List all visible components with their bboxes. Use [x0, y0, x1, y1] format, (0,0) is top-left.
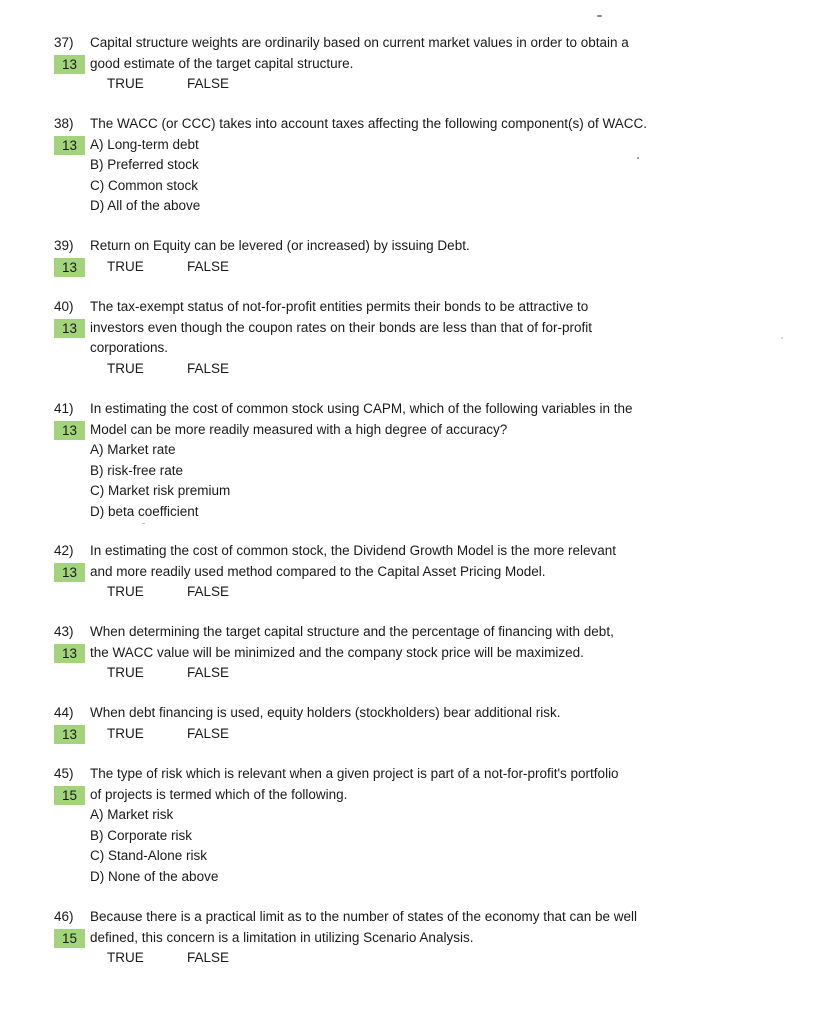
answer-option-d[interactable]: D) beta coefficient — [90, 503, 199, 519]
question-number: 45) — [54, 766, 74, 781]
true-option[interactable]: TRUE — [107, 665, 144, 680]
chapter-tag: 13 — [54, 258, 85, 277]
question-text: of projects is termed which of the following. — [90, 786, 348, 802]
question-text: The type of risk which is relevant when a given project is part of a not-for-profit's portfolio — [90, 766, 619, 781]
question-44 — [54, 703, 694, 744]
question-text: Because there is a practical limit as to the number of states of the economy that can be well — [90, 909, 638, 924]
question-text: In estimating the cost of common stock, the Dividend Growth Model is the more relevant — [90, 543, 616, 558]
answer-option-c[interactable]: C) Market risk premium — [90, 483, 231, 498]
question-text: In estimating the cost of common stock using CAPM, which of the following variables in the — [90, 401, 633, 416]
question-text: Model can be more readily measured with a high degree of accuracy? — [90, 421, 508, 437]
answer-option-b[interactable]: B) risk-free rate — [90, 462, 184, 478]
true-option[interactable]: TRUE — [107, 258, 144, 274]
question-38 — [54, 114, 694, 217]
question-text: Return on Equity can be levered (or increased) by issuing Debt. — [90, 238, 470, 253]
question-text: investors even though the coupon rates on their bonds are less than that of for-profit — [90, 319, 593, 335]
false-option[interactable]: FALSE — [187, 584, 230, 599]
question-text: good estimate of the target capital structure. — [90, 55, 354, 71]
question-number: 44) — [54, 705, 74, 720]
chapter-tag: 13 — [54, 55, 85, 74]
question-40 — [54, 297, 694, 379]
false-option[interactable]: FALSE — [187, 725, 230, 741]
chapter-tag: 15 — [54, 929, 85, 948]
answer-option-d[interactable]: D) All of the above — [90, 198, 201, 213]
answer-option-b[interactable]: B) Corporate risk — [90, 827, 193, 843]
false-option[interactable]: FALSE — [187, 258, 230, 274]
question-text: The tax-exempt status of not-for-profit entities permits their bonds to be attractive to — [90, 299, 589, 314]
scan-speck — [597, 15, 602, 17]
chapter-tag: 13 — [54, 644, 85, 663]
chapter-tag: 13 — [54, 421, 85, 440]
answer-option-a[interactable]: A) Market rate — [90, 442, 176, 457]
scan-speck — [781, 337, 783, 339]
true-option[interactable]: TRUE — [107, 725, 144, 741]
question-37 — [54, 33, 694, 95]
question-number: 46) — [54, 909, 74, 924]
chapter-tag: 13 — [54, 136, 85, 155]
true-option[interactable]: TRUE — [107, 950, 144, 965]
false-option[interactable]: FALSE — [187, 950, 230, 965]
answer-option-c[interactable]: C) Stand-Alone risk — [90, 848, 208, 863]
false-option[interactable]: FALSE — [187, 665, 230, 680]
false-option[interactable]: FALSE — [187, 360, 230, 376]
scan-speck — [142, 523, 145, 524]
question-text: corporations. — [90, 340, 169, 355]
question-text: Capital structure weights are ordinarily based on current market values in order to obtain a — [90, 35, 629, 50]
question-43 — [54, 622, 694, 684]
question-number: 42) — [54, 543, 74, 558]
false-option[interactable]: FALSE — [187, 76, 230, 91]
question-number: 38) — [54, 116, 74, 131]
question-text: When debt financing is used, equity holders (stockholders) bear additional risk. — [90, 705, 561, 720]
question-46 — [54, 907, 694, 969]
true-option[interactable]: TRUE — [107, 584, 144, 599]
true-option[interactable]: TRUE — [107, 360, 144, 376]
answer-option-d[interactable]: D) None of the above — [90, 868, 219, 884]
question-42 — [54, 541, 694, 603]
question-45 — [54, 764, 694, 887]
question-41 — [54, 399, 694, 522]
question-number: 39) — [54, 238, 74, 253]
chapter-tag: 15 — [54, 786, 85, 805]
question-number: 40) — [54, 299, 74, 314]
true-option[interactable]: TRUE — [107, 76, 144, 91]
question-text: and more readily used method compared to the Capital Asset Pricing Model. — [90, 563, 546, 579]
question-text: The WACC (or CCC) takes into account taxes affecting the following component(s) of WACC. — [90, 116, 647, 131]
answer-option-a[interactable]: A) Market risk — [90, 807, 174, 822]
answer-option-a[interactable]: A) Long-term debt — [90, 136, 199, 152]
chapter-tag: 13 — [54, 319, 85, 338]
question-text: When determining the target capital structure and the percentage of financing with debt, — [90, 624, 614, 639]
chapter-tag: 13 — [54, 563, 85, 582]
scan-speck — [637, 157, 639, 159]
question-text: the WACC value will be minimized and the company stock price will be maximized. — [90, 644, 584, 660]
chapter-tag: 13 — [54, 725, 85, 744]
question-39 — [54, 236, 694, 277]
question-number: 43) — [54, 624, 74, 639]
answer-option-b[interactable]: B) Preferred stock — [90, 157, 199, 172]
question-number: 41) — [54, 401, 74, 416]
question-text: defined, this concern is a limitation in utilizing Scenario Analysis. — [90, 929, 474, 945]
question-number: 37) — [54, 35, 74, 50]
answer-option-c[interactable]: C) Common stock — [90, 177, 199, 193]
